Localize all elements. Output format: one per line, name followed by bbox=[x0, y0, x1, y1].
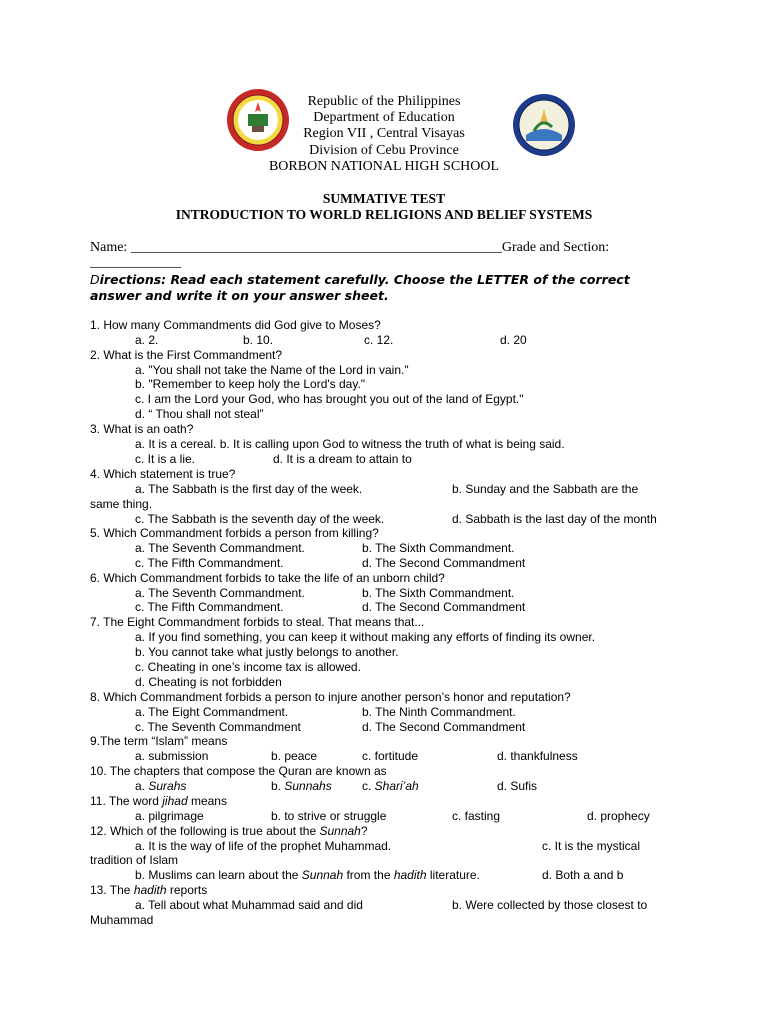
directions-text-1: irections: Read each statement carefully. Choose the LETTER of the correct bbox=[99, 272, 630, 287]
q3-stem: 3. What is an oath? bbox=[90, 422, 194, 436]
q13-choice-b-cont: Muhammad bbox=[90, 913, 154, 927]
q13-choice-b: b. Were collected by those closest to bbox=[452, 898, 648, 912]
q7-choice-d: d. Cheating is not forbidden bbox=[135, 675, 282, 689]
q5-choice-a: a. The Seventh Commandment. bbox=[135, 541, 305, 555]
directions-line-2: answer and write it on your answer sheet. bbox=[90, 288, 389, 303]
header-line-4: Division of Cebu Province bbox=[309, 143, 459, 158]
q4-stem: 4. Which statement is true? bbox=[90, 467, 236, 481]
q1-choice-b: b. 10. bbox=[243, 333, 274, 347]
q4-choice-b: b. Sunday and the Sabbath are the bbox=[452, 482, 639, 496]
q7-choice-b: b. You cannot take what justly belongs to another. bbox=[135, 645, 399, 659]
q3-choice-c: c. It is a lie. bbox=[135, 452, 196, 466]
q12-choice-d: d. Both a and b bbox=[542, 868, 624, 882]
q4-choice-c: c. The Sabbath is the seventh day of the week. bbox=[135, 512, 385, 526]
name-blank: _____________________________________________________ bbox=[130, 240, 502, 255]
q6-choice-c: c. The Fifth Commandment. bbox=[135, 600, 284, 614]
q11-choice-a: a. pilgrimage bbox=[135, 809, 204, 823]
q4-choice-a: a. The Sabbath is the first day of the week. bbox=[135, 482, 363, 496]
q12-choice-a: a. It is the way of life of the prophet Muhammad. bbox=[135, 839, 392, 853]
name-label: Name: bbox=[90, 240, 128, 255]
q6-stem: 6. Which Commandment forbids to take the life of an unborn child? bbox=[90, 571, 445, 585]
q10-choice-b: b. Sunnahs bbox=[271, 779, 332, 793]
q6-choice-b: b. The Sixth Commandment. bbox=[362, 586, 515, 600]
q2-stem: 2. What is the First Commandment? bbox=[90, 348, 283, 362]
grade-blank: _____________ bbox=[90, 255, 181, 270]
q7-choice-c: c. Cheating in one’s income tax is allowed. bbox=[135, 660, 361, 674]
q10-choice-c: c. Shari’ah bbox=[362, 779, 419, 793]
q11-stem: 11. The word jihad means bbox=[90, 794, 227, 808]
q11-choice-d: d. prophecy bbox=[587, 809, 650, 823]
q5-choice-b: b. The Sixth Commandment. bbox=[362, 541, 515, 555]
grade-label: Grade and Section: bbox=[501, 240, 610, 255]
header-line-1: Republic of the Philippines bbox=[307, 94, 461, 109]
q10-choice-d: d. Sufis bbox=[497, 779, 538, 793]
header-line-5: BORBON NATIONAL HIGH SCHOOL bbox=[268, 159, 500, 174]
q1-choice-c: c. 12. bbox=[364, 333, 394, 347]
q11-choice-b: b. to strive or struggle bbox=[271, 809, 387, 823]
q4-choice-d: d. Sabbath is the last day of the month bbox=[452, 512, 657, 526]
q8-choice-c: c. The Seventh Commandment bbox=[135, 720, 301, 734]
q11-choice-c: c. fasting bbox=[452, 809, 501, 823]
q6-choice-a: a. The Seventh Commandment. bbox=[135, 586, 305, 600]
q4-choice-b-cont: same thing. bbox=[90, 497, 153, 511]
header-line-2: Department of Education bbox=[313, 110, 455, 125]
q10-choice-a: a. Surahs bbox=[135, 779, 187, 793]
test-title: SUMMATIVE TEST bbox=[322, 191, 446, 206]
q5-choice-d: d. The Second Commandment bbox=[362, 556, 526, 570]
q5-choice-c: c. The Fifth Commandment. bbox=[135, 556, 284, 570]
q13-choice-a: a. Tell about what Muhammad said and did bbox=[135, 898, 363, 912]
q13-stem: 13. The hadith reports bbox=[90, 883, 208, 897]
q3-choice-ab: a. It is a cereal. b. It is calling upon God to witness the truth of what is being said. bbox=[135, 437, 565, 451]
q8-choice-d: d. The Second Commandment bbox=[362, 720, 526, 734]
q10-stem: 10. The chapters that compose the Quran are known as bbox=[90, 764, 387, 778]
q7-choice-a: a. If you find something, you can keep it without making any efforts of finding its owner. bbox=[135, 630, 596, 644]
q3-choice-d: d. It is a dream to attain to bbox=[273, 452, 412, 466]
directions-line-1 bbox=[90, 272, 630, 288]
q12-choice-b: b. Muslims can learn about the Sunnah from the hadith literature. bbox=[135, 868, 480, 882]
q2-choice-b: b. "Remember to keep holy the Lord's day." bbox=[135, 377, 366, 391]
q2-choice-a: a. "You shall not take the Name of the Lord in vain." bbox=[135, 363, 409, 377]
q1-choice-d: d. 20 bbox=[500, 333, 527, 347]
q12-choice-c: c. It is the mystical bbox=[542, 839, 641, 853]
q2-choice-d: d. “ Thou shall not steal” bbox=[135, 407, 264, 421]
q12-choice-c-cont: tradition of Islam bbox=[90, 853, 179, 867]
q2-choice-c: c. I am the Lord your God, who has brought you out of the land of Egypt." bbox=[135, 392, 524, 406]
q9-stem: 9.The term “Islam” means bbox=[90, 734, 228, 748]
q5-stem: 5. Which Commandment forbids a person from killing? bbox=[90, 526, 379, 540]
name-row bbox=[90, 240, 609, 255]
q9-choice-c: c. fortitude bbox=[362, 749, 419, 763]
q1-stem: 1. How many Commandments did God give to Moses? bbox=[90, 318, 381, 332]
q8-choice-a: a. The Eight Commandment. bbox=[135, 705, 289, 719]
q6-choice-d: d. The Second Commandment bbox=[362, 600, 526, 614]
subject-title: INTRODUCTION TO WORLD RELIGIONS AND BELIEF SYSTEMS bbox=[175, 207, 593, 222]
q8-choice-b: b. The Ninth Commandment. bbox=[362, 705, 516, 719]
directions-initial: D bbox=[90, 272, 100, 287]
q9-choice-d: d. thankfulness bbox=[497, 749, 578, 763]
q1-choice-a: a. 2. bbox=[135, 333, 159, 347]
header-line-3: Region VII , Central Visayas bbox=[303, 126, 465, 141]
q9-choice-b: b. peace bbox=[271, 749, 318, 763]
q12-stem: 12. Which of the following is true about the Sunnah? bbox=[90, 824, 368, 838]
q7-stem: 7. The Eight Commandment forbids to steal. That means that... bbox=[90, 615, 425, 629]
q9-choice-a: a. submission bbox=[135, 749, 209, 763]
q8-stem: 8. Which Commandment forbids a person to injure another person’s honor and reputation? bbox=[90, 690, 571, 704]
